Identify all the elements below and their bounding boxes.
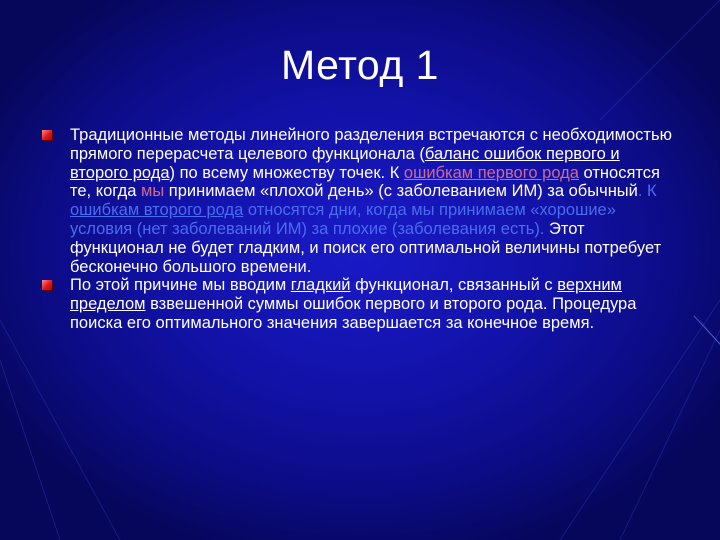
link-errors-type-1[interactable]: ошибкам первого рода	[403, 163, 579, 182]
text-segment-underlined: верхним пределом	[70, 276, 622, 314]
bullet-item-1	[42, 126, 682, 276]
text-segment-pink: мы	[140, 182, 165, 201]
bullet-text-1	[70, 126, 682, 276]
text-segment: По этой причине мы вводим	[70, 276, 291, 295]
bullet-text-2	[70, 276, 682, 332]
red-square-bullet-icon	[42, 280, 52, 290]
slide-title: Метод 1	[281, 42, 439, 88]
text-segment: Этот функционал не будет гладким, и поиск его оптимальной величины потребует бесконечно большого времени.	[70, 219, 662, 276]
red-square-bullet-icon	[42, 130, 52, 140]
text-segment: функционал, связанный с	[350, 276, 558, 295]
text-segment: взвешенной суммы ошибок первого и второго рода. Процедура поиска его оптимального значения завершается за конечное время.	[70, 295, 637, 332]
text-segment-underlined: баланс ошибок первого и второго рода	[70, 144, 620, 182]
text-segment-blue: . К	[637, 182, 657, 201]
text-segment-underlined: гладкий	[290, 276, 351, 295]
text-segment: ) по всему множеству точек. К	[169, 163, 404, 182]
text-segment-blue: относятся дни, когда мы принимаем «хорошие» условия (нет заболеваний ИМ) за плохие (заболевания есть).	[70, 201, 616, 238]
text-segment: Традиционные методы линейного разделения встречаются с необходимостью прямого перерасчета целевого функционала (	[70, 126, 672, 163]
text-segment: принимаем «плохой день» (с заболеванием ИМ) за обычный	[164, 182, 638, 201]
link-errors-type-2[interactable]: ошибкам второго рода	[70, 201, 244, 220]
slide-body	[42, 126, 682, 333]
text-segment: относятся те, когда	[70, 163, 660, 201]
bullet-item-2	[42, 276, 682, 332]
